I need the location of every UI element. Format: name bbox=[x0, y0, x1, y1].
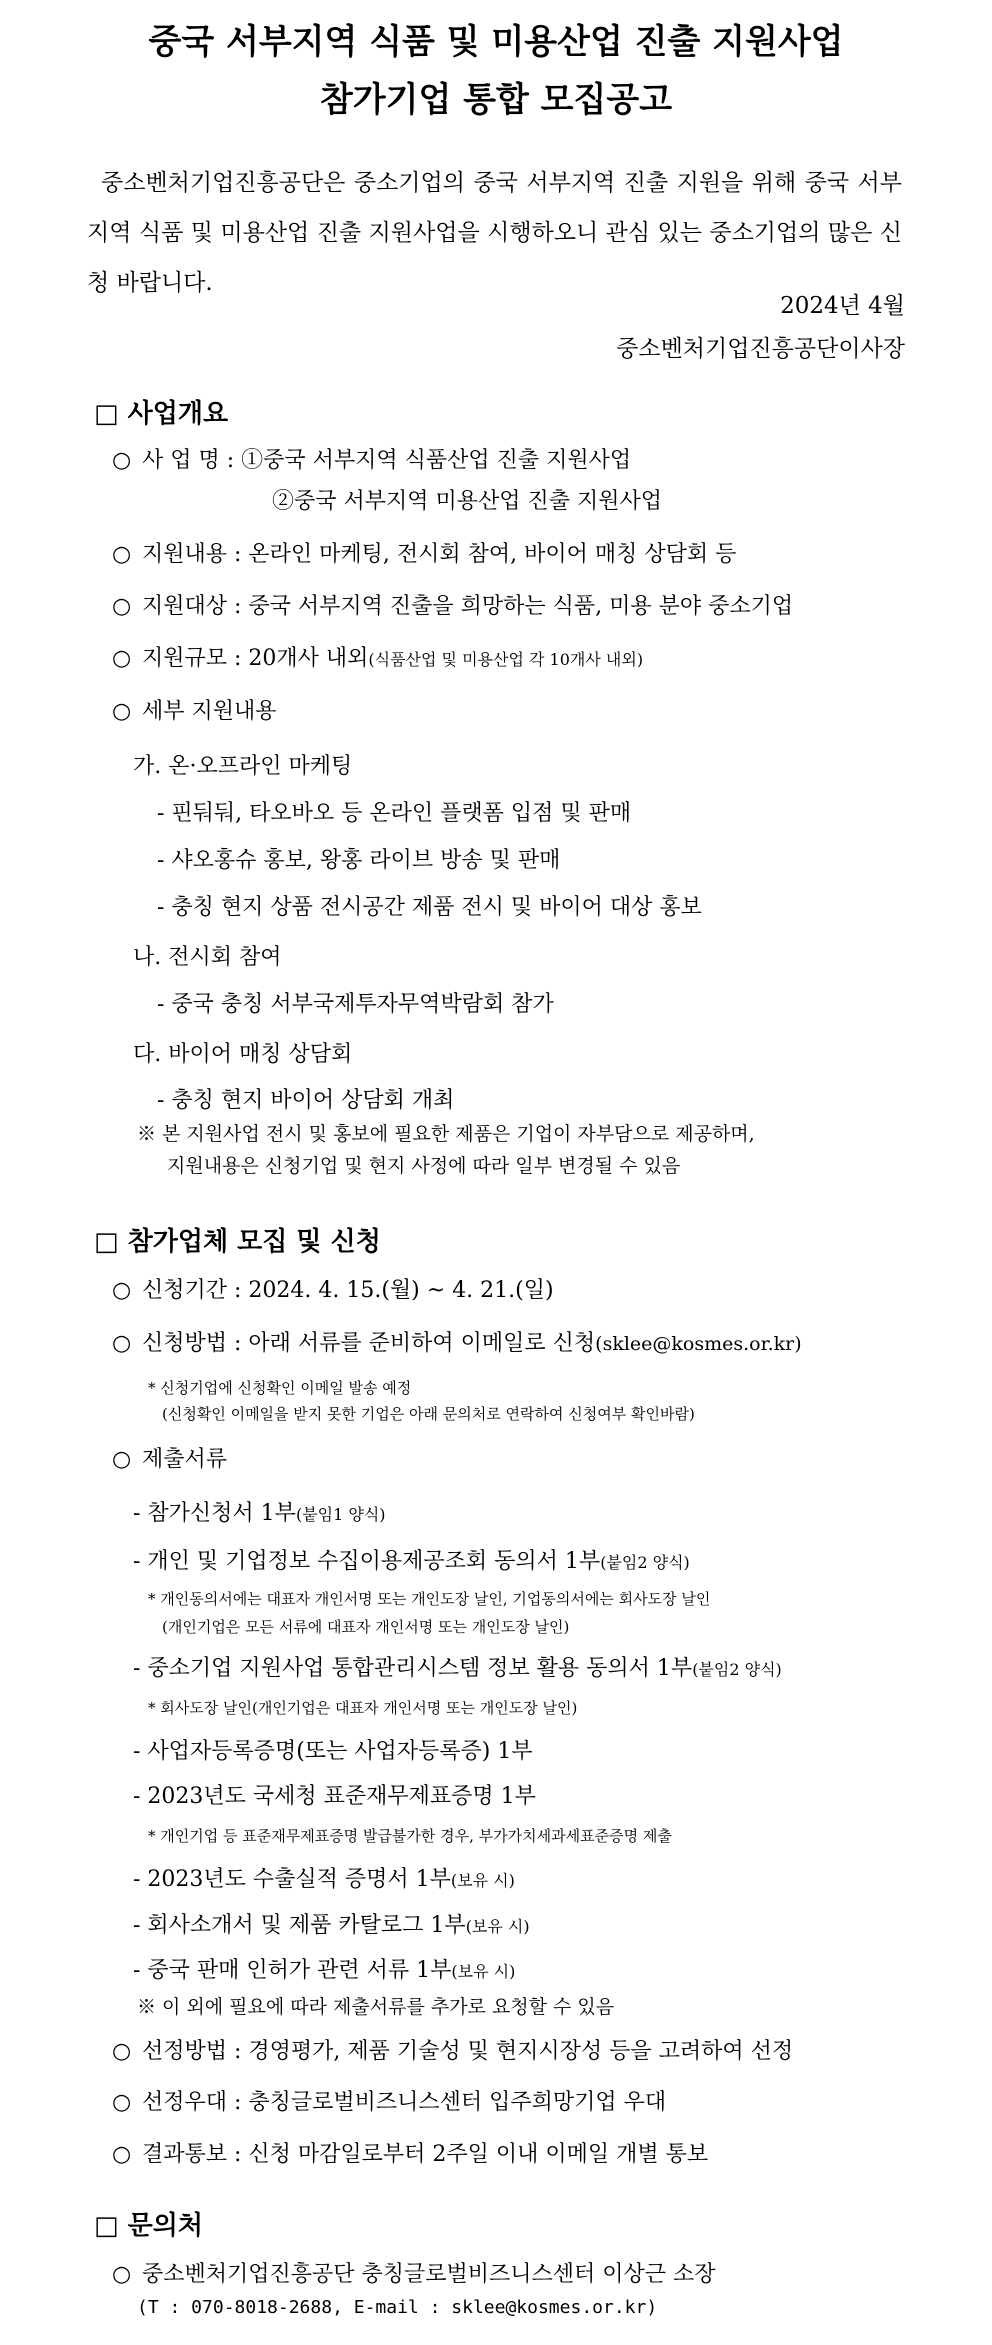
application-method: ○ 신청방법 : 아래 서류를 준비하여 이메일로 신청(sklee@kosmes.or.kr) bbox=[112, 1331, 802, 1356]
detail-da: 다. 바이어 매칭 상담회 bbox=[133, 1042, 353, 1067]
application-docs: ○ 제출서류 bbox=[112, 1447, 228, 1472]
doc-7: - 회사소개서 및 제품 카탈로그 1부(보유 시) bbox=[133, 1913, 530, 1938]
bullet-circle: ○ bbox=[112, 2142, 132, 2167]
result-notice: ○ 결과통보 : 신청 마감일로부터 2주일 이내 이메일 개별 통보 bbox=[112, 2142, 709, 2167]
application-email: (sklee@kosmes.or.kr) bbox=[595, 1333, 802, 1355]
issuer: 중소벤처기업진흥공단이사장 bbox=[616, 336, 905, 362]
doc-6: - 2023년도 수출실적 증명서 1부(보유 시) bbox=[133, 1867, 515, 1892]
overview-detail: ○ 세부 지원내용 bbox=[112, 699, 277, 724]
contact-detail: (T : 070-8018-2688, E-mail : sklee@kosmes.or.kr) bbox=[137, 2297, 658, 2318]
title-line-1: 중국 서부지역 식품 및 미용산업 진출 지원사업 bbox=[148, 22, 844, 62]
name-label: 사 업 명 : bbox=[142, 448, 242, 473]
bullet-circle: ○ bbox=[112, 2039, 132, 2064]
select-method: ○ 선정방법 : 경영평가, 제품 기술성 및 현지시장성 등을 고려하여 선정 bbox=[112, 2039, 794, 2064]
overview-notice-2: 지원내용은 신청기업 및 현지 사정에 따라 일부 변경될 수 있음 bbox=[167, 1155, 681, 1177]
bullet-circle: ○ bbox=[112, 2262, 132, 2287]
bullet-circle: ○ bbox=[112, 2090, 132, 2115]
doc-8: - 중국 판매 인허가 관련 서류 1부(보유 시) bbox=[133, 1958, 516, 1983]
intro-paragraph: 중소벤처기업진흥공단은 중소기업의 중국 서부지역 진출 지원을 위해 중국 서부지역 식품 및 미용산업 진출 지원사업을 시행하오니 관심 있는 중소기업의 많은 신청 바랍니다. bbox=[87, 170, 902, 296]
overview-content: ○ 지원내용 : 온라인 마케팅, 전시회 참여, 바이어 매칭 상담회 등 bbox=[112, 542, 737, 567]
section-heading-overview: □ 사업개요 bbox=[94, 399, 229, 429]
detail-da-1: - 충칭 현지 바이어 상담회 개최 bbox=[157, 1088, 455, 1113]
doc-2-note-1: * 개인동의서에는 대표자 개인서명 또는 개인도장 날인, 기업동의서에는 회사도장 날인 bbox=[148, 1590, 711, 1608]
overview-name bbox=[112, 443, 631, 474]
overview-target: ○ 지원대상 : 중국 서부지역 진출을 희망하는 식품, 미용 분야 중소기업 bbox=[112, 594, 794, 619]
name-1: ①중국 서부지역 식품산업 진출 지원사업 bbox=[241, 448, 632, 473]
bullet-circle: ○ bbox=[112, 699, 132, 724]
doc-3: - 중소기업 지원사업 통합관리시스템 정보 활용 동의서 1부(붙임2 양식) bbox=[133, 1656, 782, 1681]
doc-3-note: * 회사도장 날인(개인기업은 대표자 개인서명 또는 개인도장 날인) bbox=[148, 1699, 578, 1717]
doc-1: - 참가신청서 1부(붙임1 양식) bbox=[133, 1501, 386, 1526]
method-note-2: (신청확인 이메일을 받지 못한 기업은 아래 문의처로 연락하여 신청여부 확인바람) bbox=[162, 1405, 695, 1423]
detail-na: 나. 전시회 참여 bbox=[133, 945, 282, 970]
doc-5: - 2023년도 국세청 표준재무제표증명 1부 bbox=[133, 1784, 536, 1809]
detail-ga-1: - 핀둬둬, 타오바오 등 온라인 플랫폼 입점 및 판매 bbox=[157, 801, 632, 826]
doc-5-note: * 개인기업 등 표준재무제표증명 발급불가한 경우, 부가가치세과세표준증명 제출 bbox=[148, 1827, 672, 1845]
doc-2-note-2: (개인기업은 모든 서류에 대표자 개인서명 또는 개인도장 날인) bbox=[162, 1618, 570, 1636]
bullet-circle: ○ bbox=[112, 646, 132, 671]
bullet-circle: ○ bbox=[112, 542, 132, 567]
detail-ga: 가. 온·오프라인 마케팅 bbox=[133, 754, 353, 779]
bullet-circle: ○ bbox=[112, 448, 132, 473]
detail-na-1: - 중국 충칭 서부국제투자무역박람회 참가 bbox=[157, 992, 554, 1017]
overview-scale: ○ 지원규모 : 20개사 내외(식품산업 및 미용산업 각 10개사 내외) bbox=[112, 646, 644, 671]
detail-ga-2: - 샤오홍슈 홍보, 왕홍 라이브 방송 및 판매 bbox=[157, 848, 561, 873]
section-heading-contact: □ 문의처 bbox=[94, 2211, 203, 2241]
method-note-1: * 신청기업에 신청확인 이메일 발송 예정 bbox=[148, 1379, 412, 1397]
select-preference: ○ 선정우대 : 충칭글로벌비즈니스센터 입주희망기업 우대 bbox=[112, 2090, 667, 2115]
bullet-circle: ○ bbox=[112, 1331, 132, 1356]
bullet-circle: ○ bbox=[112, 594, 132, 619]
title-line-2: 참가기업 통합 모집공고 bbox=[319, 80, 673, 120]
detail-ga-3: - 충칭 현지 상품 전시공간 제품 전시 및 바이어 대상 홍보 bbox=[157, 895, 702, 920]
application-period: ○ 신청기간 : 2024. 4. 15.(월) ~ 4. 21.(일) bbox=[112, 1278, 554, 1303]
bullet-circle: ○ bbox=[112, 1447, 132, 1472]
docs-notice: ※ 이 외에 필요에 따라 제출서류를 추가로 요청할 수 있음 bbox=[137, 1996, 615, 2018]
section-heading-application: □ 참가업체 모집 및 신청 bbox=[94, 1227, 381, 1257]
name-2: ②중국 서부지역 미용산업 진출 지원사업 bbox=[272, 489, 663, 514]
date: 2024년 4월 bbox=[780, 293, 905, 319]
doc-4: - 사업자등록증명(또는 사업자등록증) 1부 bbox=[133, 1739, 533, 1764]
overview-notice-1: ※ 본 지원사업 전시 및 홍보에 필요한 제품은 기업이 자부담으로 제공하며, bbox=[137, 1123, 755, 1145]
contact-person: ○ 중소벤처기업진흥공단 충칭글로벌비즈니스센터 이상근 소장 bbox=[112, 2262, 716, 2287]
doc-2: - 개인 및 기업정보 수집이용제공조회 동의서 1부(붙임2 양식) bbox=[133, 1549, 690, 1574]
bullet-circle: ○ bbox=[112, 1278, 132, 1303]
